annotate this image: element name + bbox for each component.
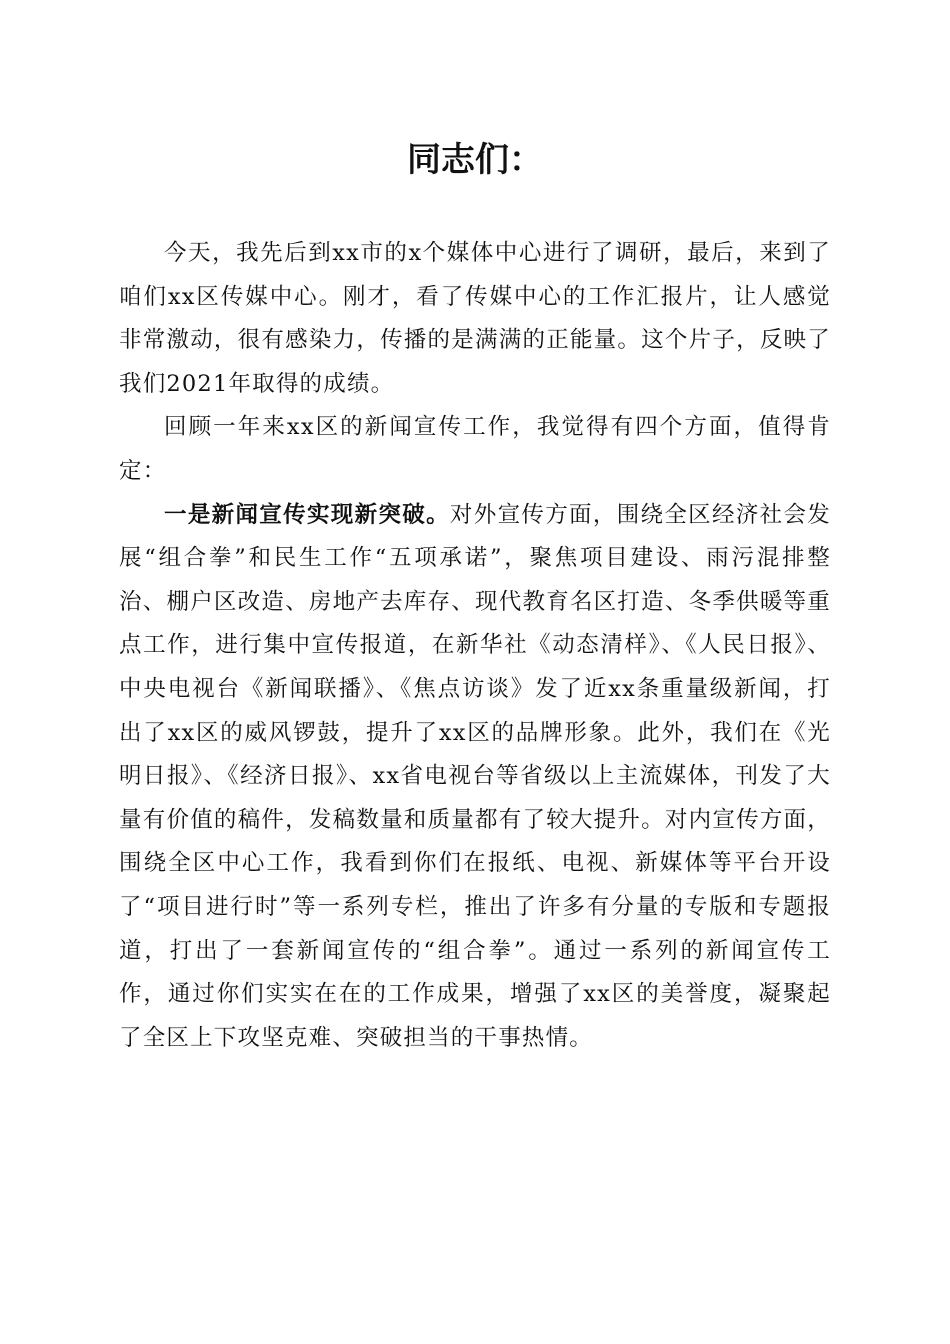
paragraph-2 [119,406,831,493]
page-title: 同志们： [407,140,543,180]
paragraph-2-text: 回顾一年来xx区的新闻宣传工作，我觉得有四个方面，值得肯定： [119,414,831,484]
paragraph-3-lead: 一是新闻宣传实现新突破。 [164,501,450,528]
paragraph-3-text: 对外宣传方面，围绕全区经济社会发展“组合拳”和民生工作“五项承诺”，聚焦项目建设、雨污混排整治、棚户区改造、房地产去库存、现代教育名区打造、冬季供暖等重点工作，进行集中宣传报道，在新华社《动态清样》、《人民日报》、中央电视台《新闻联播》、《焦点访谈》发了近xx条重量级新闻，打出了xx区的威风锣鼓，提升了xx区的品牌形象。此外，我们在《光明日报》、《经济日报》、xx省电视台等省级以上主流媒体，刊发了大量有价值的稿件，发稿数量和质量都有了较大提升。对内宣传方面，围绕全区中心工作，我看到你们在报纸、电视、新媒体等平台开设了“项目进行时”等一系列专栏，推出了许多有分量的专版和专题报道，打出了一套新闻宣传的“组合拳”。通过一系列的新闻宣传工作，通过你们实实在在的工作成果，增强了xx区的美誉度，凝聚起了全区上下攻坚克难、突破担当的干事热情。 [119,501,832,1051]
document-body [119,232,831,1060]
paragraph-1 [119,232,831,406]
paragraph-3 [119,494,831,1061]
paragraph-1-text: 今天，我先后到xx市的x个媒体中心进行了调研，最后，来到了咱们xx区传媒中心。刚才，看了传媒中心的工作汇报片，让人感觉非常激动，很有感染力，传播的是满满的正能量。这个片子，反映了我们2021年取得的成绩。 [119,240,831,397]
